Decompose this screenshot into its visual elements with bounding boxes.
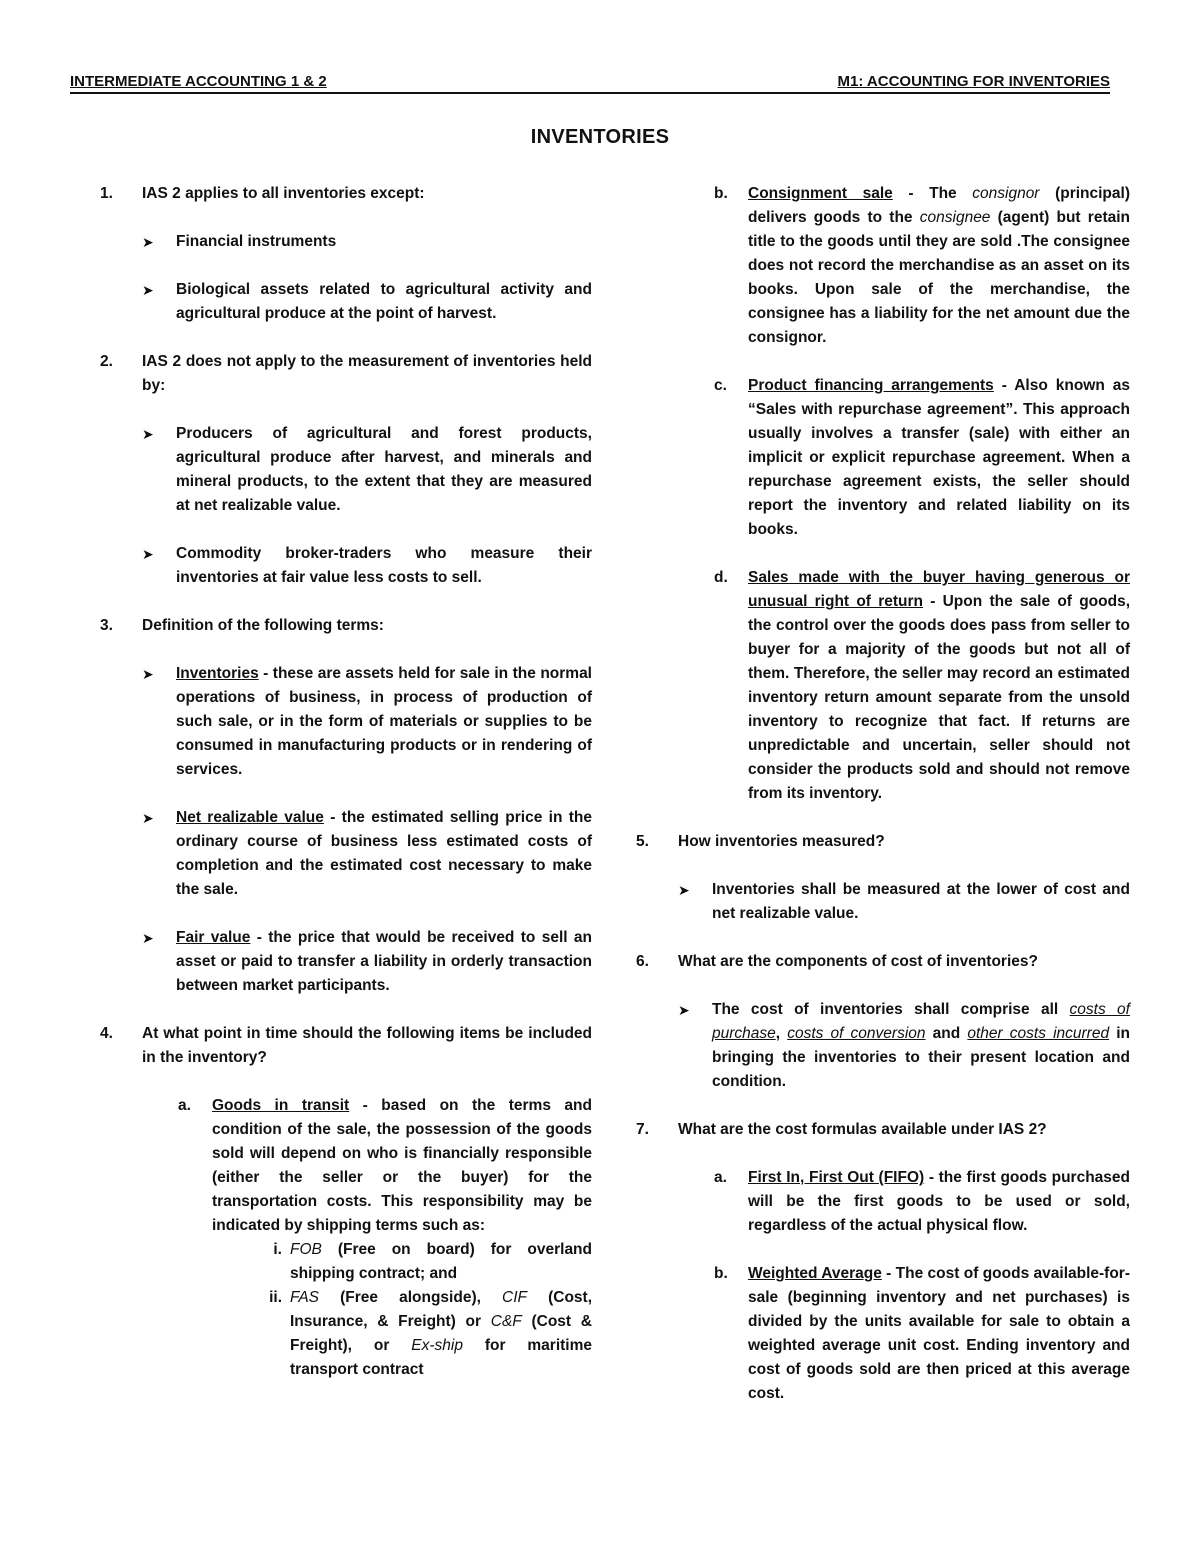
page-header <box>70 72 1110 94</box>
item-label: i. <box>273 1241 282 1258</box>
list-item: a. First In, First Out (FIFO) - the first goods purchased will be the first goods to be used or sold, regardless of the actual physical flow. <box>636 1166 1130 1238</box>
arrowhead-bullet-icon: ➤ <box>678 1002 690 1018</box>
list-item: a. Goods in transit - based on the terms and condition of the sale, the possession of the goods sold will depend on who is financially responsible (either the seller or the buyer) for the transportation costs. This responsibility may be indicated by shipping terms such as: i. FOB (Free on board) for overland shipping contract; and ii. FAS (Free alongside), CIF (Cost, Insurance, & Freight) or C&F (Cost & Freight), or Ex-ship for maritime transport contract <box>178 1094 592 1382</box>
term: Goods in transit <box>212 1097 350 1114</box>
section-1 <box>100 182 592 206</box>
module-title: M1: ACCOUNTING FOR INVENTORIES <box>837 73 1110 90</box>
section-number: 7. <box>636 1121 649 1138</box>
list-item: d. Sales made with the buyer having generous or unusual right of return - Upon the sale of goods, the control over the goods does pass from seller to buyer for a majority of the goods but not all of them. Therefore, the seller may record an estimated inventory return amount separate from the unsold inventory to recognize that fact. If returns are unpredictable and uncertain, seller should not consider the products sold and should not remove from its inventory. <box>636 566 1130 806</box>
section-heading: IAS 2 does not apply to the measurement of inventories held by: <box>142 353 592 394</box>
list-item: ➤ Inventories shall be measured at the lower of cost and net realizable value. <box>678 878 1130 926</box>
item-label: c. <box>714 377 727 394</box>
list-item: ➤ Fair value - the price that would be received to sell an asset or paid to transfer a liability in orderly transaction between market participants. <box>142 926 592 998</box>
section-number: 2. <box>100 353 113 370</box>
item-label: ii. <box>269 1289 282 1306</box>
term: Weighted Average <box>748 1265 882 1282</box>
list-item: ➤ The cost of inventories shall comprise all costs of purchase, costs of conversion and other costs incurred in bringing the inventories to their present location and condition. <box>678 998 1130 1094</box>
page-title: INVENTORIES <box>530 126 670 148</box>
section-number: 1. <box>100 185 113 202</box>
item-label: b. <box>714 1265 728 1282</box>
arrowhead-bullet-icon: ➤ <box>678 882 690 898</box>
section-heading: At what point in time should the following items be included in the inventory? <box>142 1025 592 1066</box>
term: Fair value <box>176 929 251 946</box>
sub-list-item: i. FOB (Free on board) for overland shipping contract; and <box>212 1238 592 1286</box>
course-title: INTERMEDIATE ACCOUNTING 1 & 2 <box>70 73 327 90</box>
section-heading: How inventories measured? <box>678 833 885 850</box>
section-7 <box>636 1118 1130 1142</box>
section-heading: Definition of the following terms: <box>142 617 384 634</box>
sub-list-item: ii. FAS (Free alongside), CIF (Cost, Insurance, & Freight) or C&F (Cost & Freight), or Ex-ship for maritime transport contract <box>212 1286 592 1382</box>
item-label: b. <box>714 185 728 202</box>
list-item: ➤ Commodity broker-traders who measure their inventories at fair value less costs to sell. <box>142 542 592 590</box>
section-number: 5. <box>636 833 649 850</box>
section-number: 6. <box>636 953 649 970</box>
term: Sales made with the buyer having generous or unusual right of return <box>748 569 1130 610</box>
term: First In, First Out (FIFO) <box>748 1169 925 1186</box>
list-item: b. Weighted Average - The cost of goods available-for-sale (beginning inventory and net purchases) is divided by the units available for sale to obtain a weighted average unit cost. Ending inventory and cost of goods sold are then priced at this average cost. <box>636 1262 1130 1406</box>
section-3 <box>100 614 592 638</box>
section-4 <box>100 1022 592 1070</box>
left-column <box>100 182 592 1382</box>
term: Inventories <box>176 665 259 682</box>
term: Product financing arrangements <box>748 377 994 394</box>
section-5 <box>636 830 1130 854</box>
list-item: ➤ Biological assets related to agricultural activity and agricultural produce at the point of harvest. <box>142 278 592 326</box>
arrowhead-bullet-icon: ➤ <box>142 930 154 946</box>
section-heading: What are the cost formulas available under IAS 2? <box>678 1121 1047 1138</box>
arrowhead-bullet-icon: ➤ <box>142 282 154 298</box>
item-label: a. <box>714 1169 727 1186</box>
arrowhead-bullet-icon: ➤ <box>142 666 154 682</box>
list-item: b. Consignment sale - The consignor (principal) delivers goods to the consignee (agent) but retain title to the goods until they are sold .The consignee does not record the merchandise as an asset on its books. Upon sale of the merchandise, the consignee has a liability for the net amount due the consignor. <box>636 182 1130 350</box>
list-item: ➤ Net realizable value - the estimated selling price in the ordinary course of business less estimated costs of completion and the estimated cost necessary to make the sale. <box>142 806 592 902</box>
arrowhead-bullet-icon: ➤ <box>142 234 154 250</box>
right-column <box>636 182 1130 1430</box>
item-label: a. <box>178 1097 191 1114</box>
item-label: d. <box>714 569 728 586</box>
arrowhead-bullet-icon: ➤ <box>142 426 154 442</box>
term: Net realizable value <box>176 809 324 826</box>
list-item: ➤ Inventories - these are assets held for sale in the normal operations of business, in process of production of such sale, or in the form of materials or supplies to be consumed in manufacturing products or in rendering of services. <box>142 662 592 782</box>
list-item: ➤ Producers of agricultural and forest products, agricultural produce after harvest, and minerals and mineral products, to the extent that they are measured at net realizable value. <box>142 422 592 518</box>
section-number: 4. <box>100 1025 113 1042</box>
arrowhead-bullet-icon: ➤ <box>142 546 154 562</box>
section-heading: IAS 2 applies to all inventories except: <box>142 185 425 202</box>
arrowhead-bullet-icon: ➤ <box>142 810 154 826</box>
section-6 <box>636 950 1130 974</box>
list-item: c. Product financing arrangements - Also known as “Sales with repurchase agreement”. This approach usually involves a transfer (sale) with either an implicit or explicit repurchase agreement. When a repurchase agreement exists, the seller should report the inventory and related liability on its books. <box>636 374 1130 542</box>
term: Consignment sale <box>748 185 893 202</box>
list-item: ➤ Financial instruments <box>142 230 592 254</box>
section-number: 3. <box>100 617 113 634</box>
section-2 <box>100 350 592 398</box>
section-heading: What are the components of cost of inventories? <box>678 953 1038 970</box>
